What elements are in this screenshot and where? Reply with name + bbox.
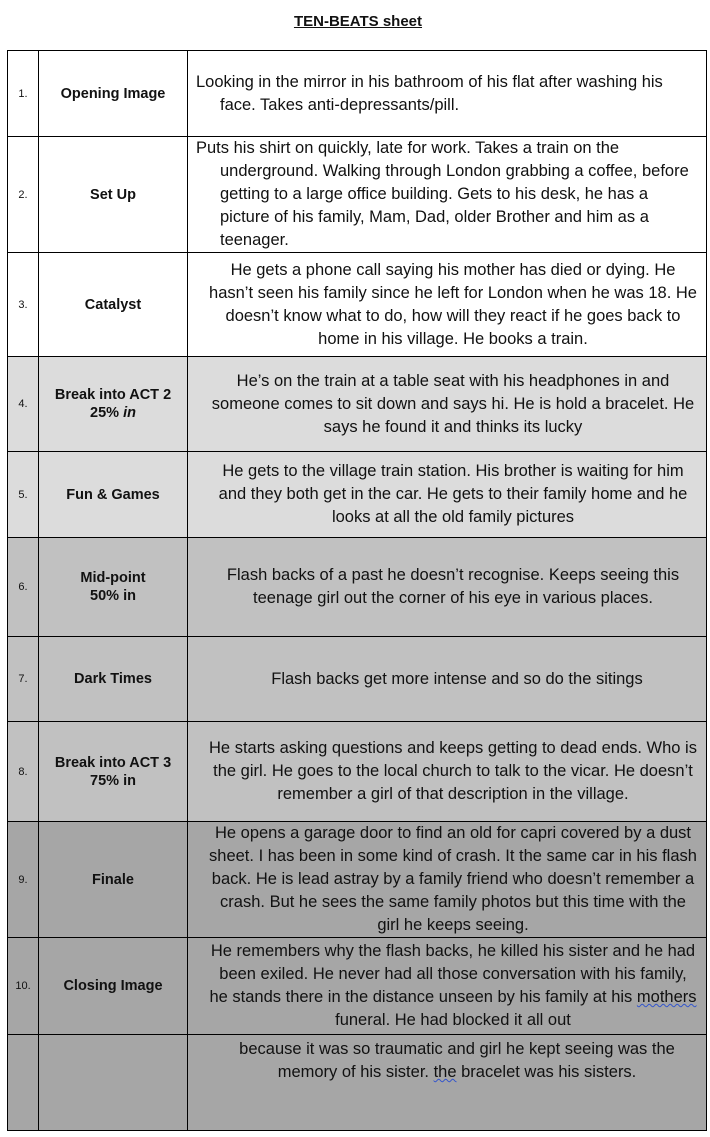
beat-description: Flash backs of a past he doesn’t recognise. Keeps seeing this teenage girl out the corner of his eye in various places. xyxy=(188,538,707,637)
beat-number: 5. xyxy=(8,452,39,538)
beat-number: 4. xyxy=(8,357,39,452)
beat-description: Flash backs get more intense and so do the sitings xyxy=(188,637,707,722)
beat-number xyxy=(8,1035,39,1131)
beat-description: He opens a garage door to find an old for capri covered by a dust sheet. I has been in some kind of crash. It the same car in his flash back. He is lead astray by a family friend who doesn’t remember a crash. But he sees the same family photos but this time with the girl he keeps seeing. xyxy=(188,822,707,938)
beat-description: Puts his shirt on quickly, late for work. Takes a train on the underground. Walking through London grabbing a coffee, before getting to a large office building. Gets to his desk, he has a picture of his family, Mam, Dad, older Brother and him as a teenager. xyxy=(188,137,707,253)
beat-name: Fun & Games xyxy=(39,452,188,538)
beat-number: 3. xyxy=(8,253,39,357)
table-row xyxy=(8,722,707,822)
beat-name: Opening Image xyxy=(39,51,188,137)
table-row xyxy=(8,51,707,137)
beat-number: 8. xyxy=(8,722,39,822)
beat-name-main: Break into ACT 3 xyxy=(54,754,172,771)
beat-name xyxy=(39,538,188,637)
beat-description: He gets to the village train station. His brother is waiting for him and they both get in the car. He gets to their family home and he looks at all the old family pictures xyxy=(188,452,707,538)
beat-number: 7. xyxy=(8,637,39,722)
beat-percent: 75% in xyxy=(90,772,136,789)
beat-description: He starts asking questions and keeps getting to dead ends. Who is the girl. He goes to the local church to talk to the vicar. He doesn’t remember a girl of that description in the village. xyxy=(188,722,707,822)
spellcheck-word: the xyxy=(433,1063,457,1081)
beat-description: He’s on the train at a table seat with his headphones in and someone comes to sit down and says hi. He is hold a bracelet. He says he found it and thinks its lucky xyxy=(188,357,707,452)
beat-description: because it was so traumatic and girl he kept seeing was the memory of his sister. the bracelet was his sisters. xyxy=(188,1035,707,1131)
beat-percent: 25% in xyxy=(90,405,136,421)
beat-name: Finale xyxy=(39,822,188,938)
beat-number: 6. xyxy=(8,538,39,637)
beat-name: Dark Times xyxy=(39,637,188,722)
table-row xyxy=(8,822,707,938)
beat-number: 10. xyxy=(8,938,39,1035)
beat-name-main: Mid-point xyxy=(80,570,146,586)
table-row xyxy=(8,538,707,637)
beat-name: Set Up xyxy=(39,137,188,253)
table-row xyxy=(8,452,707,538)
table-row xyxy=(8,637,707,722)
table-row xyxy=(8,253,707,357)
beat-name xyxy=(39,722,188,822)
table-row xyxy=(8,357,707,452)
beat-number: 2. xyxy=(8,137,39,253)
beat-name xyxy=(39,357,188,452)
beat-name-main: Break into ACT 2 xyxy=(54,387,172,403)
table-row xyxy=(8,938,707,1035)
beat-name: Closing Image xyxy=(39,938,188,1035)
beat-description: Looking in the mirror in his bathroom of his flat after washing his face. Takes anti-depressants/pill. xyxy=(188,51,707,137)
table-row xyxy=(8,1035,707,1131)
page-title: TEN-BEATS sheet xyxy=(293,13,423,30)
beats-table xyxy=(7,50,707,1131)
beat-number: 1. xyxy=(8,51,39,137)
beat-name: Catalyst xyxy=(39,253,188,357)
beat-name xyxy=(39,1035,188,1131)
beat-description: He remembers why the flash backs, he killed his sister and he had been exiled. He never had all those conversation with his family, he stands there in the distance unseen by his family at his mothers funeral. He had blocked it all out xyxy=(188,938,707,1035)
beat-number: 9. xyxy=(8,822,39,938)
spellcheck-word: mothers xyxy=(636,988,697,1006)
beat-description: He gets a phone call saying his mother has died or dying. He hasn’t seen his family since he left for London when he was 18. He doesn’t know what to do, how will they react if he goes back to home in his village. He books a train. xyxy=(188,253,707,357)
table-row xyxy=(8,137,707,253)
beat-percent: 50% in xyxy=(90,588,136,604)
